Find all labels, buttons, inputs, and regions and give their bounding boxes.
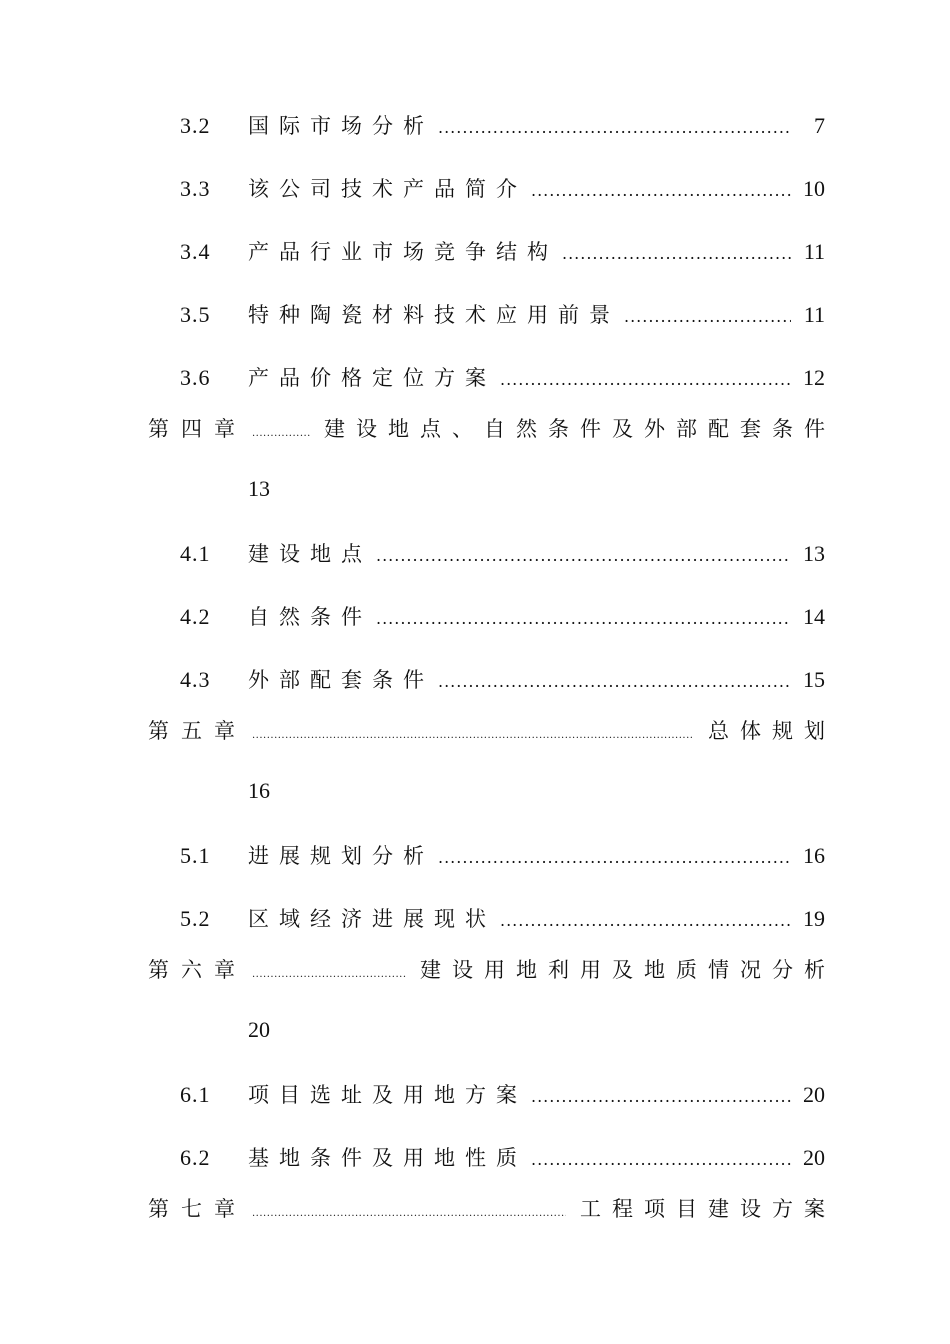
- chapter-page-number: 20: [248, 1017, 270, 1042]
- section-number: 4.2: [180, 604, 211, 629]
- toc-entry-6-1[interactable]: [180, 1079, 825, 1109]
- dot-leader: [562, 244, 791, 263]
- page-number: 7: [814, 113, 825, 138]
- chapter-title: 工程项目建设方案: [580, 1197, 836, 1221]
- chapter-title: 建设地点、自然条件及外部配套条件: [324, 417, 836, 441]
- dot-leader: [500, 911, 791, 930]
- page-number: 20: [803, 1145, 825, 1170]
- toc-entry-3-4[interactable]: [180, 236, 825, 266]
- section-title: 基地条件及用地性质: [248, 1146, 527, 1170]
- section-title: 外部配套条件: [248, 668, 434, 692]
- toc-entry-3-6[interactable]: [180, 362, 825, 392]
- dot-leader: [252, 969, 406, 980]
- section-number: 4.1: [180, 541, 211, 566]
- page-number: 20: [803, 1082, 825, 1107]
- dot-leader: [531, 181, 791, 200]
- section-number: 3.5: [180, 302, 211, 327]
- toc-entry-3-2[interactable]: [180, 110, 825, 140]
- section-title: 国际市场分析: [248, 114, 434, 138]
- toc-chapter-6[interactable]: [148, 954, 836, 984]
- dot-leader: [438, 848, 791, 867]
- section-title: 产品行业市场竞争结构: [248, 240, 558, 264]
- section-title: 进展规划分析: [248, 844, 434, 868]
- dot-leader: [438, 672, 791, 691]
- chapter-title: 总体规划: [708, 719, 836, 743]
- dot-leader: [500, 370, 791, 389]
- section-title: 自然条件: [248, 605, 372, 629]
- section-number: 5.2: [180, 906, 211, 931]
- toc-chapter-7[interactable]: [148, 1193, 836, 1223]
- dot-leader: [376, 609, 791, 628]
- dot-leader: [252, 428, 310, 439]
- page-number: 14: [803, 604, 825, 629]
- toc-entry-5-1[interactable]: [180, 840, 825, 870]
- section-number: 4.3: [180, 667, 211, 692]
- page-number: 12: [803, 365, 825, 390]
- dot-leader: [376, 546, 791, 565]
- section-number: 3.3: [180, 176, 211, 201]
- page-number: 19: [803, 906, 825, 931]
- section-number: 6.2: [180, 1145, 211, 1170]
- toc-chapter-4[interactable]: [148, 413, 836, 443]
- section-title: 特种陶瓷材料技术应用前景: [248, 303, 620, 327]
- chapter-page-number: 13: [248, 476, 270, 501]
- chapter-page-number: 16: [248, 778, 270, 803]
- section-title: 建设地点: [248, 542, 372, 566]
- toc-entry-3-3[interactable]: [180, 173, 825, 203]
- page-number: 10: [803, 176, 825, 201]
- toc-entry-6-2[interactable]: [180, 1142, 825, 1172]
- section-number: 6.1: [180, 1082, 211, 1107]
- dot-leader: [252, 730, 694, 741]
- toc-chapter-5[interactable]: [148, 715, 836, 745]
- section-title: 项目选址及用地方案: [248, 1083, 527, 1107]
- page-number: 11: [803, 302, 825, 327]
- toc-entry-5-2[interactable]: [180, 903, 825, 933]
- dot-leader: [438, 118, 791, 137]
- section-number: 3.6: [180, 365, 211, 390]
- dot-leader: [624, 307, 791, 326]
- page-number: 11: [803, 239, 825, 264]
- chapter-label: 第四章: [148, 417, 247, 441]
- page-number: 15: [803, 667, 825, 692]
- section-number: 5.1: [180, 843, 211, 868]
- toc-entry-4-2[interactable]: [180, 601, 825, 631]
- page-number: 13: [803, 541, 825, 566]
- toc-entry-4-1[interactable]: [180, 538, 825, 568]
- section-title: 该公司技术产品简介: [248, 177, 527, 201]
- section-number: 3.4: [180, 239, 211, 264]
- chapter-label: 第七章: [148, 1197, 247, 1221]
- dot-leader: [252, 1208, 566, 1219]
- toc-entry-3-5[interactable]: [180, 299, 825, 329]
- toc-entry-4-3[interactable]: [180, 664, 825, 694]
- chapter-label: 第六章: [148, 958, 247, 982]
- chapter-label: 第五章: [148, 719, 247, 743]
- section-title: 区域经济进展现状: [248, 907, 496, 931]
- dot-leader: [531, 1150, 791, 1169]
- section-title: 产品价格定位方案: [248, 366, 496, 390]
- section-number: 3.2: [180, 113, 211, 138]
- dot-leader: [531, 1087, 791, 1106]
- chapter-title: 建设用地利用及地质情况分析: [420, 958, 836, 982]
- page-number: 16: [803, 843, 825, 868]
